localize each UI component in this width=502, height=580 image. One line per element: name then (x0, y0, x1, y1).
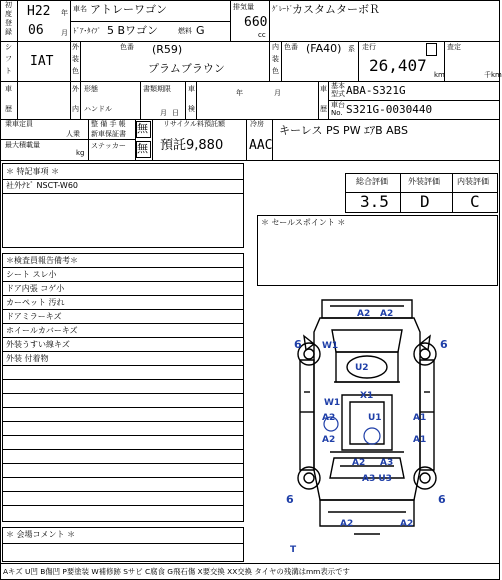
label-exterior-2: 装 (72, 55, 79, 63)
label-ext-row3-1: 外 (72, 85, 79, 93)
label-recycle: リサイクル料預託額 (163, 120, 226, 128)
label-month: 月 (61, 29, 68, 37)
ext-color-name: プラムブラウン (148, 62, 225, 75)
tire-depth-rear-right: 6 (438, 493, 446, 506)
label-model-1: 基本 (331, 82, 345, 90)
venue-comment-title: ＊ 会場コメント ＊ (6, 530, 76, 539)
damage-mark-right-door-a1: A1 (413, 413, 427, 423)
damage-mark-rear-a3-u3: A3 U3 (362, 474, 392, 484)
label-inspection-2: 検 (188, 105, 195, 113)
damage-mark-windshield-w1: W1 (322, 341, 339, 351)
label-ext-row3-2: 内 (72, 105, 79, 113)
special-note-1: 社外ﾅﾋﾞ NSCT-W60 (6, 181, 78, 190)
door-type: 5 Bワゴン (107, 24, 159, 37)
damage-mark-center-x1: X1 (360, 391, 374, 401)
damage-mark-bumper-a2-right: A2 (400, 519, 414, 529)
label-kg: kg (76, 149, 85, 157)
damage-mark-roof-u2: U2 (355, 363, 369, 373)
label-ext-eval: 外装評価 (408, 177, 440, 186)
label-sticker: ステッカー (91, 142, 126, 150)
label-first-reg-1: 初 (5, 1, 12, 9)
label-shift-1: シ (5, 43, 12, 51)
damage-mark-left-door-a2: A2 (322, 413, 336, 423)
inspector-note-2: ドア内張 コゲ小 (6, 284, 65, 293)
tire-depth-front-left: 6 (294, 338, 302, 351)
label-model-kana-2: 歴 (320, 105, 327, 113)
tire-depth-front-right: 6 (440, 338, 448, 351)
label-fuel: 燃料 (178, 27, 192, 35)
label-first-reg-2: 度 (5, 10, 12, 18)
model-code: ABA-S321G (346, 84, 406, 97)
damage-mark-bumper-a2-left: A2 (340, 519, 354, 529)
label-cc: cc (258, 31, 266, 39)
label-assessed: 査定 (447, 43, 461, 51)
inspector-notes-title: ＊検査員報告備考＊ (6, 256, 78, 265)
label-seki: 系 (348, 45, 355, 53)
label-form: 形態 (84, 85, 98, 93)
inspector-note-3: カーペット 汚れ (6, 298, 65, 307)
recycle-deposit: 預託9,880 (160, 138, 224, 153)
label-int-eval: 内装評価 (457, 177, 489, 186)
inspector-note-4: ドアミラーキズ (6, 312, 62, 321)
label-max-load: 最大積載量 (5, 141, 40, 149)
label-displacement: 排気量 (233, 3, 254, 11)
label-inspection-1: 車 (188, 85, 195, 93)
label-interior-2: 装 (272, 55, 279, 63)
int-color-code: (FA40) (306, 42, 342, 55)
label-km: km (434, 71, 445, 79)
label-first-reg-3: 登 (5, 19, 12, 27)
label-doc-expiry: 書類期限 (143, 85, 171, 93)
label-model-2: 型式 (331, 90, 345, 98)
damage-mark-left-door-w1: W1 (324, 398, 341, 408)
label-total-eval: 総合評価 (356, 177, 388, 186)
label-thousand-km: 千km (484, 71, 502, 79)
label-chassis-1: 車台 (331, 101, 345, 109)
displacement: 660 (244, 15, 268, 30)
label-int-color-no: 色番 (284, 43, 298, 51)
label-insp-month: 月 (274, 89, 281, 97)
label-first-reg-4: 録 (5, 28, 12, 36)
special-notes-title: ＊ 特記事項 ＊ (6, 167, 60, 176)
ext-color-code: (R59) (152, 43, 183, 56)
damage-mark-bottom-t: T (290, 545, 297, 555)
damage-mark-front-a2-left: A2 (357, 309, 371, 319)
damage-legend: Aキズ U凹 B傷凹 P要塗装 W補修跡 Sサビ C腐食 G飛石傷 X要交換 XX交換 タイヤの残溝はmm表示です (3, 567, 350, 576)
damage-mark-rear-a3: A3 (380, 458, 394, 468)
label-grade: ｸﾞﾚｰﾄﾞ (272, 5, 293, 13)
inspector-note-7: 外装 付着物 (6, 354, 49, 363)
label-color-no: 色番 (120, 43, 134, 51)
label-shift-3: ト (5, 67, 12, 75)
maintenance-book: 無 (137, 122, 148, 135)
label-warranty: 新車保証書 (91, 130, 126, 138)
label-doc-month: 月 (160, 109, 167, 117)
sales-point-title: ＊ セールスポイント ＊ (261, 218, 346, 227)
reg-month: 06 (28, 23, 44, 38)
label-capacity: 乗車定員 (5, 120, 33, 128)
equipment: キーレス PS PW ｴｱB ABS (279, 124, 408, 137)
damage-mark-rear-a2: A2 (352, 458, 366, 468)
sticker-value: 無 (137, 142, 148, 155)
label-persons: 人乗 (66, 130, 80, 138)
inspector-note-5: ホイールカバーキズ (6, 326, 78, 335)
shift: IAT (30, 54, 54, 69)
reg-year: H22 (27, 4, 51, 19)
damage-mark-left-rear-a2: A2 (322, 435, 336, 445)
label-maintenance: 整 備 手 帳 (91, 120, 126, 128)
label-exterior-3: 色 (72, 67, 79, 75)
label-chassis-2: No. (331, 109, 343, 117)
chassis-number: S321G-0030440 (346, 103, 433, 116)
label-exterior-1: 外 (72, 43, 79, 51)
aircon: AAC (249, 138, 273, 153)
label-doc-day: 日 (172, 109, 179, 117)
label-interior-1: 内 (272, 43, 279, 51)
label-handle: ハンドル (84, 105, 112, 113)
label-year: 年 (61, 9, 68, 17)
label-history-1: 車 (5, 85, 12, 93)
tire-depth-rear-left: 6 (286, 493, 294, 506)
label-insp-year: 年 (236, 89, 243, 97)
label-door-type: ﾄﾞｱ･ﾀｲﾌﾟ (73, 27, 101, 35)
mileage: 26,407 (369, 56, 427, 75)
label-model-kana-1: 車 (320, 85, 327, 93)
total-score: 3.5 (360, 192, 389, 211)
damage-mark-center-u1: U1 (368, 413, 382, 423)
inspector-note-1: シート スレ小 (6, 270, 57, 279)
inspector-note-6: 外装うすい線キズ (6, 340, 70, 349)
label-shift-2: フ (5, 55, 12, 63)
grade: カスタムターボＲ (292, 3, 380, 16)
exterior-score: D (420, 192, 430, 211)
label-history-2: 歴 (5, 105, 12, 113)
label-mileage: 走行 (362, 43, 376, 51)
label-car-name: 車名 (73, 5, 87, 13)
damage-mark-right-rear-a1: A1 (413, 435, 427, 445)
label-aircon: 冷房 (250, 120, 264, 128)
damage-mark-front-a2-right: A2 (380, 309, 394, 319)
interior-score: C (470, 192, 480, 211)
car-name: アトレーワゴン (90, 3, 167, 16)
label-interior-3: 色 (272, 67, 279, 75)
fuel: G (196, 24, 205, 37)
